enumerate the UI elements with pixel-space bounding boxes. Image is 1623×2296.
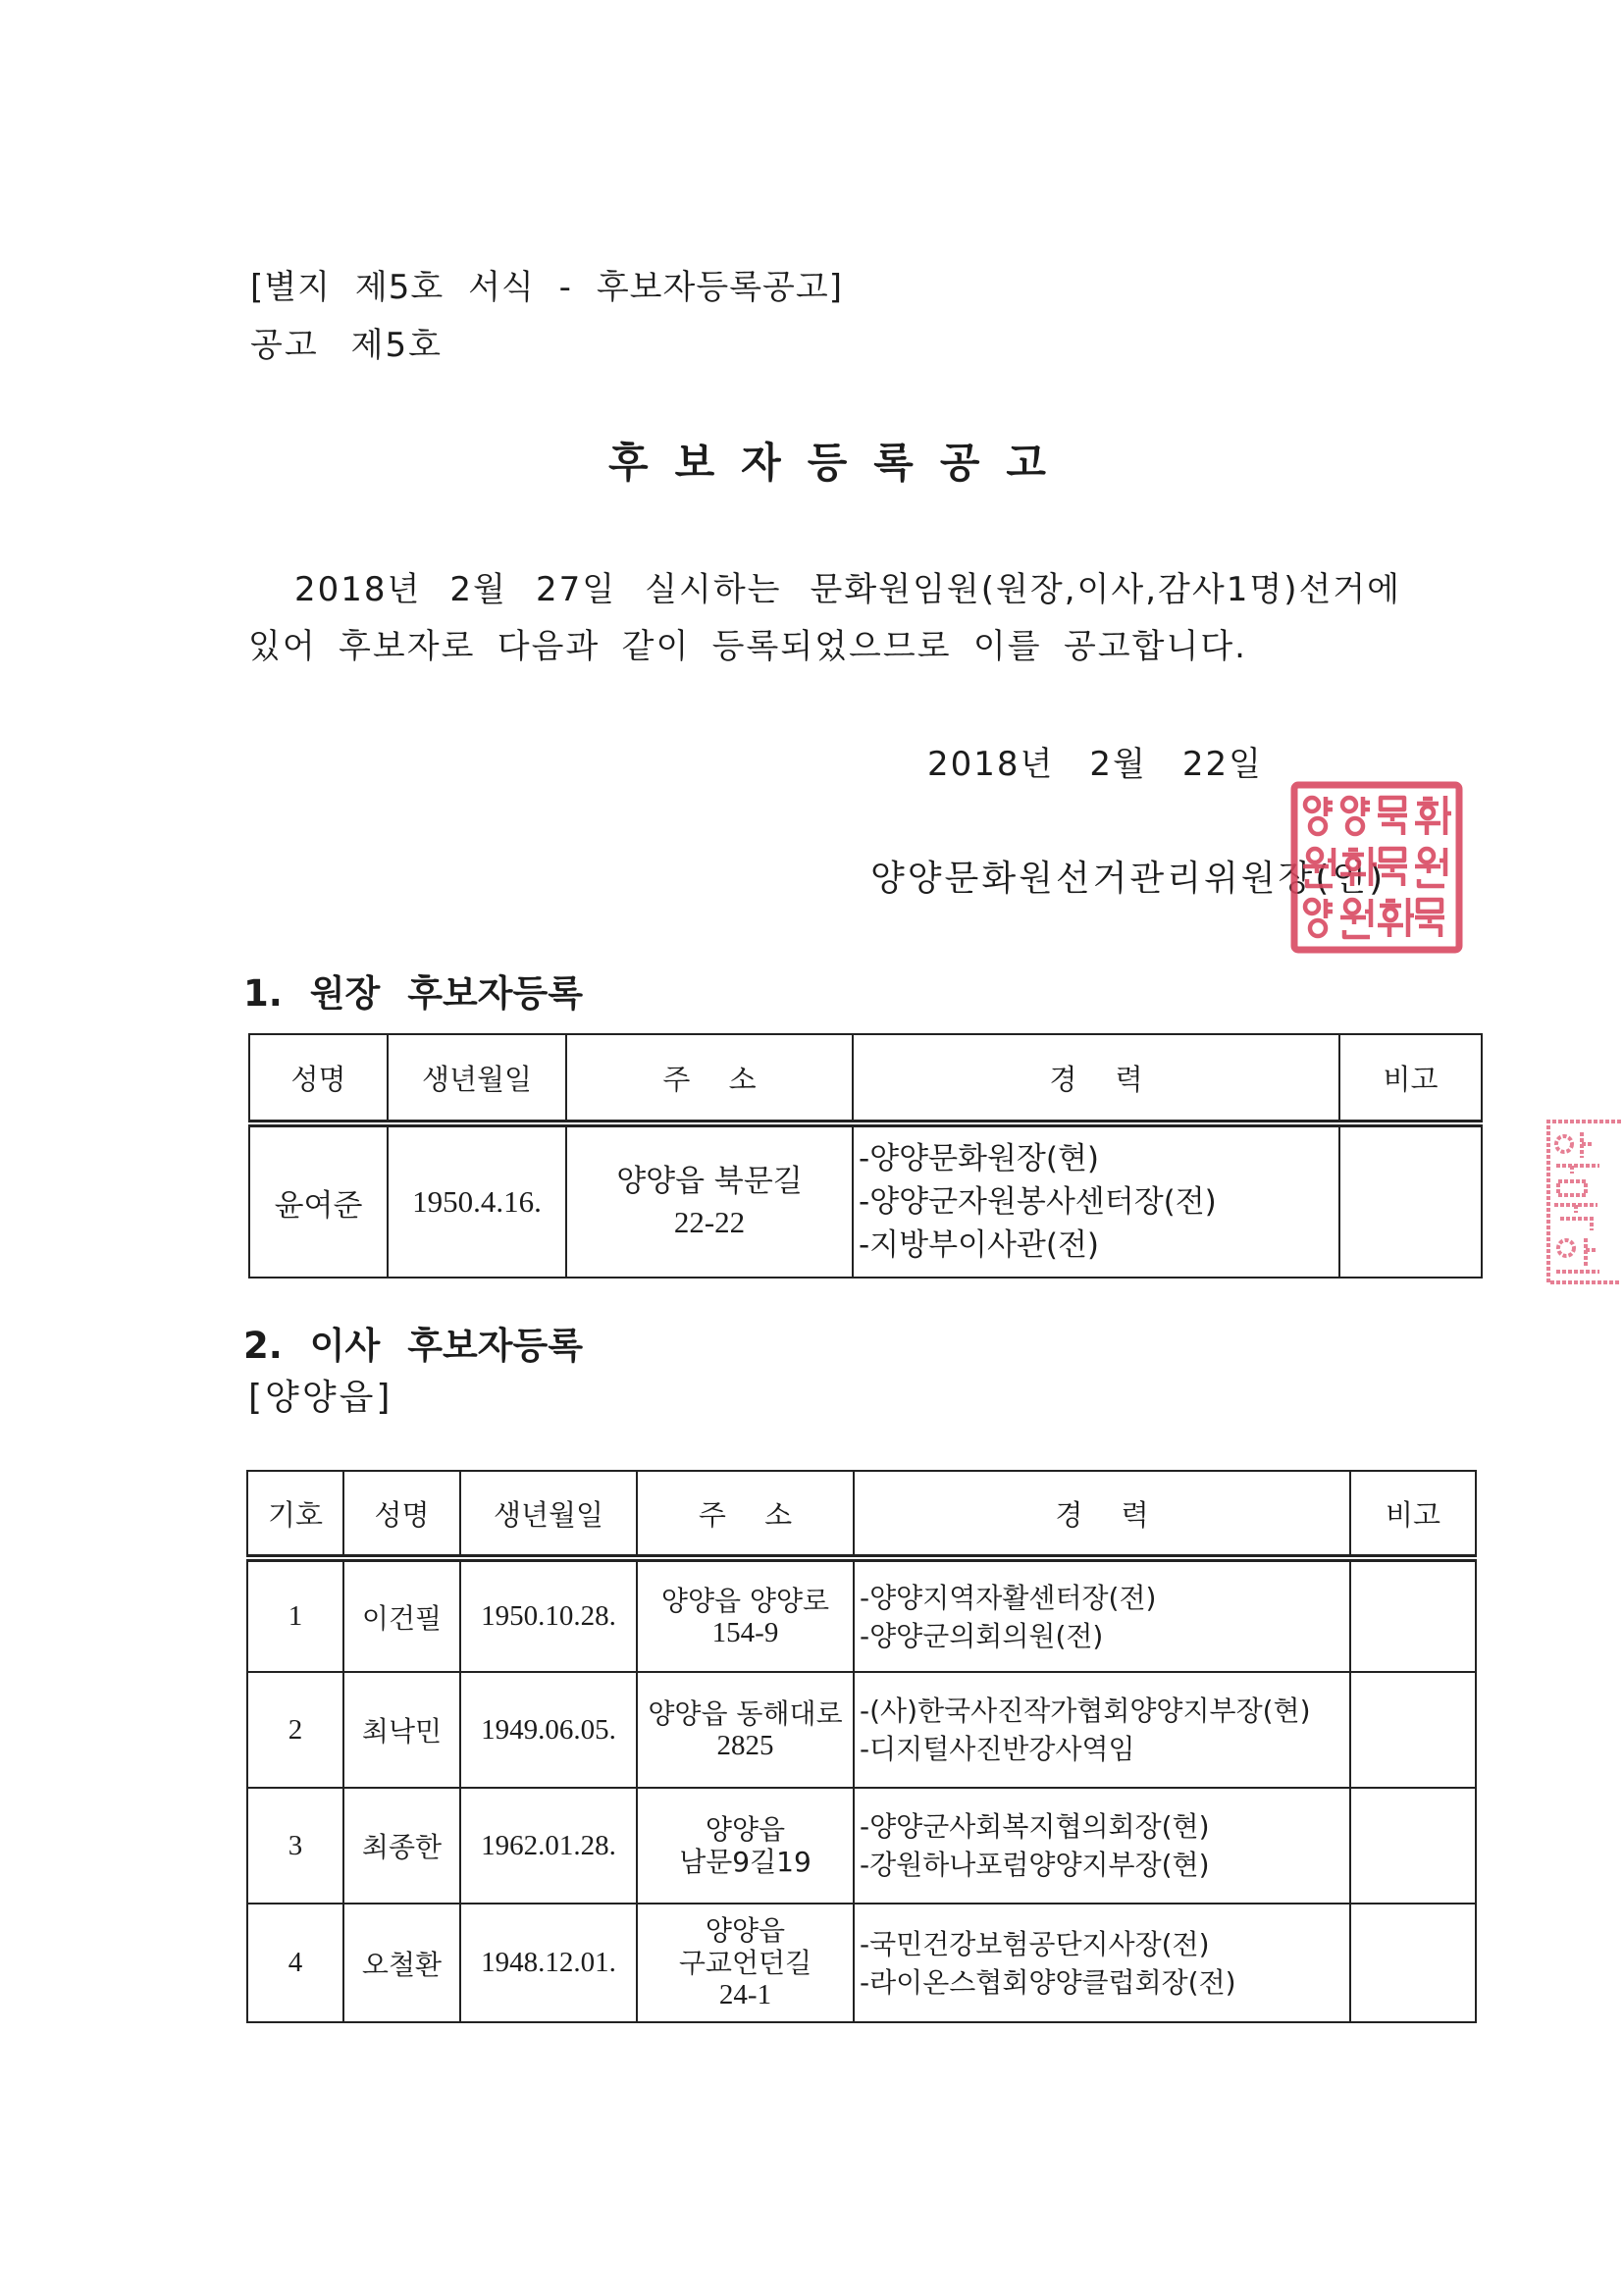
career-line: -국민건강보험공단지사장(전) [860, 1927, 1210, 1960]
candidate-address [637, 1904, 854, 2022]
candidate-number: 3 [247, 1788, 343, 1904]
career-line: -양양문화원장(현) [859, 1141, 1099, 1176]
table-header-row [249, 1034, 1482, 1123]
candidate-name: 최종한 [343, 1788, 460, 1904]
column-header-birthdate: 생년월일 [460, 1471, 637, 1558]
candidate-name: 오철환 [343, 1904, 460, 2022]
address-line: 22-22 [673, 1205, 746, 1239]
candidate-note [1350, 1904, 1476, 2022]
candidate-number: 1 [247, 1558, 343, 1672]
candidate-number: 2 [247, 1672, 343, 1788]
candidate-note [1350, 1672, 1476, 1788]
notice-number: 공고 제5호 [250, 326, 443, 365]
address-line: 양양읍 [705, 1813, 786, 1846]
table-row [247, 1672, 1476, 1788]
candidate-name: 윤여준 [249, 1123, 388, 1278]
candidate-number: 4 [247, 1904, 343, 2022]
column-header-name: 성명 [249, 1034, 388, 1123]
column-header-note: 비고 [1350, 1471, 1476, 1558]
section1-heading: 1. 원장 후보자등록 [243, 972, 583, 1015]
candidate-career [854, 1788, 1350, 1904]
column-header-address: 주 소 [637, 1471, 854, 1558]
column-header-address: 주 소 [566, 1034, 853, 1123]
candidate-career [853, 1123, 1339, 1278]
address-line: 양양읍 북문길 [616, 1164, 803, 1199]
body-text-line-1: 2018년 2월 27일 실시하는 문화원임원(원장,이사,감사1명)선거에 [294, 570, 1401, 609]
address-line: 양양읍 [705, 1914, 786, 1947]
director-candidate-table [246, 1470, 1477, 2023]
candidate-birthdate: 1949.06.05. [460, 1672, 637, 1788]
candidate-note [1350, 1788, 1476, 1904]
section2-heading: 2. 이사 후보자등록 [243, 1325, 583, 1367]
career-line: -디지털사진반강사역임 [860, 1733, 1135, 1765]
document-title: 후 보 자 등 록 공 고 [608, 439, 1046, 487]
candidate-name: 최낙민 [343, 1672, 460, 1788]
candidate-name: 이건필 [343, 1558, 460, 1672]
candidate-note [1350, 1558, 1476, 1672]
table-row [247, 1788, 1476, 1904]
column-header-birthdate: 생년월일 [388, 1034, 566, 1123]
career-line: -양양군자원봉사센터장(전) [859, 1184, 1217, 1220]
official-seal [1289, 780, 1464, 955]
candidate-birthdate: 1950.10.28. [460, 1558, 637, 1672]
column-header-name: 성명 [343, 1471, 460, 1558]
candidate-note [1339, 1123, 1482, 1278]
column-header-career: 경 력 [853, 1034, 1339, 1123]
career-line: -지방부이사관(전) [859, 1227, 1099, 1263]
address-line: 양양읍 동해대로 [648, 1697, 843, 1730]
address-line: 남문9길19 [679, 1846, 812, 1878]
candidate-birthdate: 1950.4.16. [388, 1123, 566, 1278]
career-line: -양양군의회의원(전) [860, 1619, 1104, 1652]
column-header-career: 경 력 [854, 1471, 1350, 1558]
table-row [249, 1123, 1482, 1278]
address-line: 양양읍 양양로 [660, 1584, 830, 1617]
career-line: -양양군사회복지협의회장(현) [860, 1810, 1210, 1843]
address-line: 2825 [716, 1730, 774, 1761]
region-label: [양양읍] [248, 1378, 393, 1418]
column-header-note: 비고 [1339, 1034, 1482, 1123]
notice-date: 2018년 2월 22일 [927, 745, 1263, 784]
address-line: 구교언던길 [678, 1947, 812, 1979]
candidate-birthdate: 1962.01.28. [460, 1788, 637, 1904]
address-line: 24-1 [718, 1979, 772, 2010]
chairman-candidate-table [248, 1033, 1483, 1278]
candidate-career [854, 1558, 1350, 1672]
form-label: [별지 제5호 서식 - 후보자등록공고] [250, 268, 843, 307]
address-line: 154-9 [711, 1616, 779, 1648]
career-line: -양양지역자활센터장(전) [860, 1581, 1157, 1614]
candidate-address [566, 1123, 853, 1278]
table-header-row [247, 1471, 1476, 1558]
column-header-number: 기호 [247, 1471, 343, 1558]
career-line: -(사)한국사진작가협회양양지부장(현) [860, 1695, 1311, 1727]
career-line: -강원하나포럼양양지부장(현) [860, 1849, 1210, 1881]
candidate-birthdate: 1948.12.01. [460, 1904, 637, 2022]
edge-seal-fragment [1543, 1117, 1621, 1287]
table-row [247, 1558, 1476, 1672]
table-row [247, 1904, 1476, 2022]
candidate-career [854, 1672, 1350, 1788]
candidate-career [854, 1904, 1350, 2022]
candidate-address [637, 1558, 854, 1672]
candidate-address [637, 1672, 854, 1788]
candidate-address [637, 1788, 854, 1904]
career-line: -라이온스협회양양클럽회장(전) [860, 1965, 1236, 1999]
issuer-name: 양양문화원선거관리위원장(인) [870, 859, 1387, 899]
body-text-line-2: 있어 후보자로 다음과 같이 등록되었으므로 이를 공고합니다. [248, 627, 1247, 666]
